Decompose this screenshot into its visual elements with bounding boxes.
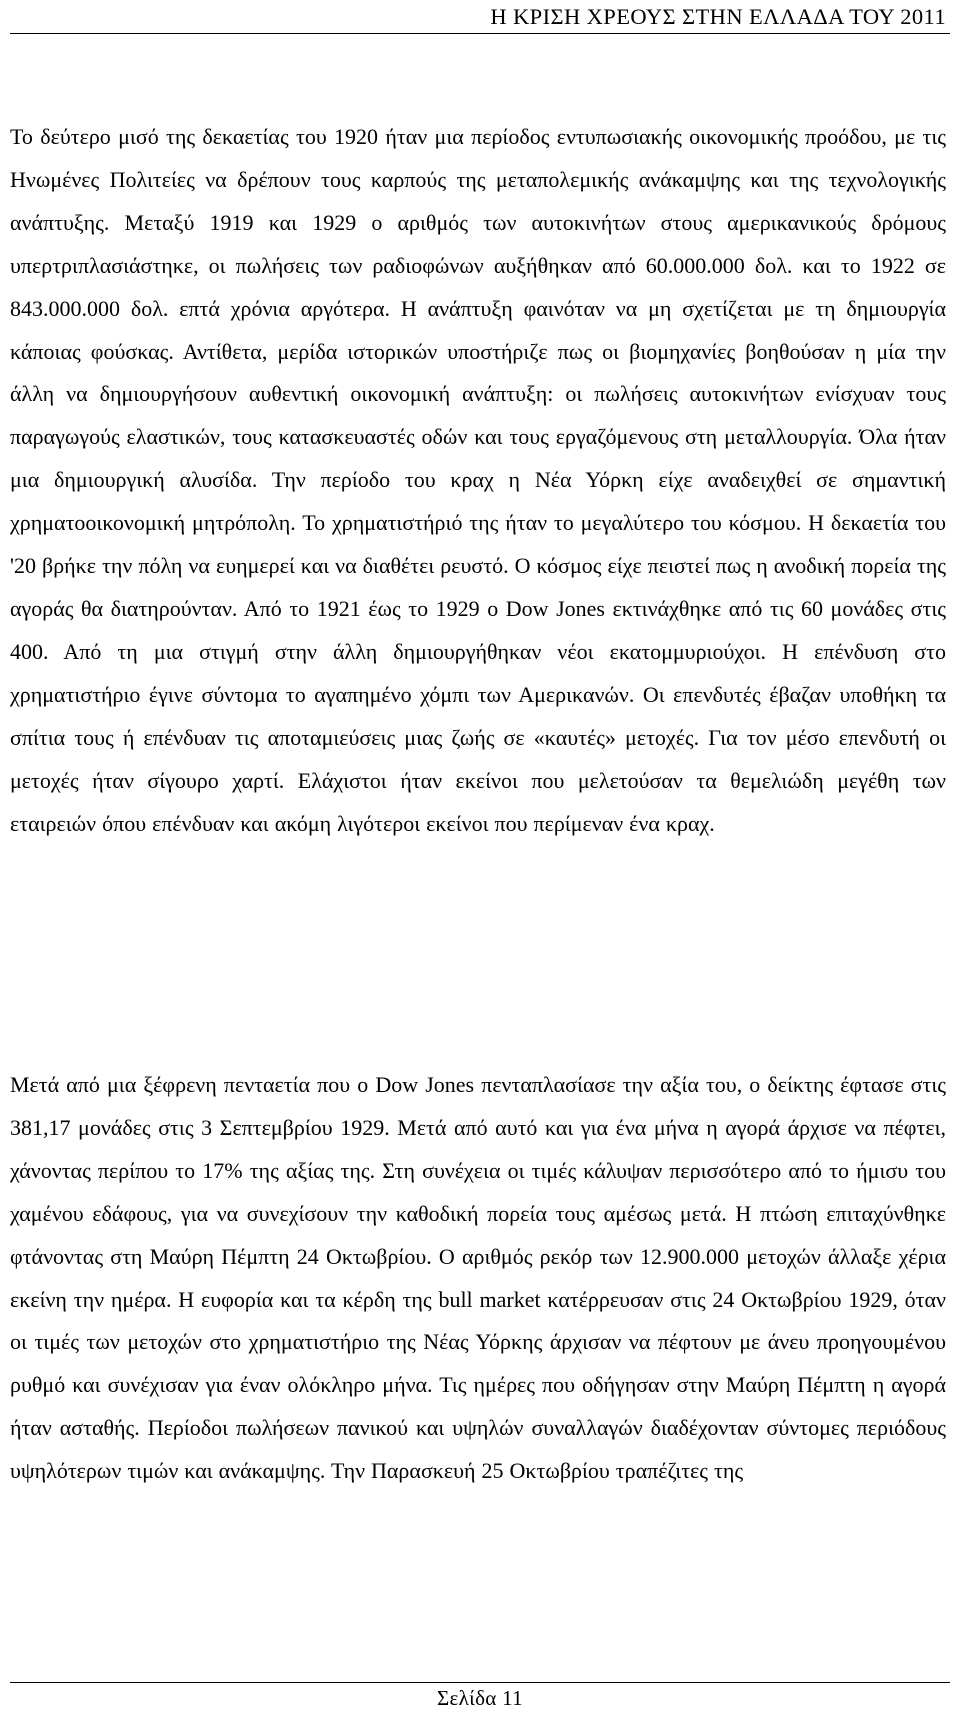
- footer-divider: [10, 1682, 950, 1683]
- body-paragraph-1: Το δεύτερο μισό της δεκαετίας του 1920 ήταν μια περίοδος εντυπωσιακής οικονομικής προόδου, με τις Ηνωμένες Πολιτείες να δρέπουν τους καρπούς της μεταπολεμικής ανάκαμψης και της τεχνολογικής ανάπτυξης. Μεταξύ 1919 και 1929 ο αριθμός των αυτοκινήτων στους αμερικανικούς δρόμους υπερτριπλασιάστηκε, οι πωλήσεις των ραδιοφώνων αυξήθηκαν από 60.000.000 δολ. και το 1922 σε 843.000.000 δολ. επτά χρόνια αργότερα. Η ανάπτυξη φαινόταν να μη σχετίζεται με τη δημιουργία κάποιας φούσκας. Αντίθετα, μερίδα ιστορικών υποστήριζε πως οι βιομηχανίες βοηθούσαν η μία την άλλη να δημιουργήσουν αυθεντική οικονομική ανάπτυξη: οι πωλήσεις αυτοκινήτων ενίσχυαν τους παραγωγούς ελαστικών, τους κατασκευαστές οδών και τους εργαζόμενους στη μεταλλουργία. Όλα ήταν μια δημιουργική αλυσίδα. Την περίοδο του κραχ η Νέα Υόρκη είχε αναδειχθεί σε σημαντική χρηματοοικονομική μητρόπολη. Το χρηματιστήριό της ήταν το μεγαλύτερο του κόσμου. Η δεκαετία του '20 βρήκε την πόλη να ευημερεί και να διαθέτει ρευστό. Ο κόσμος είχε πειστεί πως η ανοδική πορεία της αγοράς θα διατηρούνταν. Από το 1921 έως το 1929 ο Dow Jones εκτινάχθηκε από τις 60 μονάδες στις 400. Από τη μια στιγμή στην άλλη δημιουργήθηκαν νέοι εκατομμυριούχοι. Η επένδυση στο χρηματιστήριο έγινε σύντομα το αγαπημένο χόμπι των Αμερικανών. Οι επενδυτές έβαζαν υποθήκη τα σπίτια τους ή επένδυαν τις αποταμιεύσεις μιας ζωής σε «καυτές» μετοχές. Για τον μέσο επενδυτή οι μετοχές ήταν σίγουρο χαρτί. Ελάχιστοι ήταν εκείνοι που μελετούσαν τα θεμελιώδη μεγέθη των εταιρειών όπου επένδυαν και ακόμη λιγότεροι εκείνοι που περίμεναν ένα κραχ.: [10, 124, 946, 836]
- running-header: Η ΚΡΙΣΗ ΧΡΕΟΥΣ ΣΤΗΝ ΕΛΛΑΔΑ ΤΟΥ 2011: [490, 4, 946, 29]
- body-paragraph-2: Μετά από μια ξέφρενη πενταετία που ο Dow Jones πενταπλασίασε την αξία του, ο δείκτης έφτασε στις 381,17 μονάδες στις 3 Σεπτεμβρίου 1929. Μετά από αυτό και για ένα μήνα η αγορά άρχισε να πέφτει, χάνοντας περίπου το 17% της αξίας της. Στη συνέχεια οι τιμές κάλυψαν περισσότερο από το ήμισυ του χαμένου εδάφους, για να συνεχίσουν την καθοδική πορεία τους αμέσως μετά. Η πτώση επιταχύνθηκε φτάνοντας στη Μαύρη Πέμπτη 24 Οκτωβρίου. Ο αριθμός ρεκόρ των 12.900.000 μετοχών άλλαξε χέρια εκείνη την ημέρα. Η ευφορία και τα κέρδη της bull market κατέρρευσαν στις 24 Οκτωβρίου 1929, όταν οι τιμές των μετοχών στο χρηματιστήριο της Νέας Υόρκης άρχισαν να πέφτουν με άνευ προηγουμένου ρυθμό και συνέχισαν για έναν ολόκληρο μήνα. Τις ημέρες που οδήγησαν στην Μαύρη Πέμπτη η αγορά ήταν ασταθής. Περίοδοι πωλήσεων πανικού και υψηλών συναλλαγών διαδέχονταν σύντομες περιόδους υψηλότερων τιμών και ανάκαμψης. Την Παρασκευή 25 Οκτωβρίου τραπέζιτες της: [10, 1072, 946, 1484]
- page-number: Σελίδα 11: [437, 1686, 523, 1710]
- header-divider: [10, 33, 950, 34]
